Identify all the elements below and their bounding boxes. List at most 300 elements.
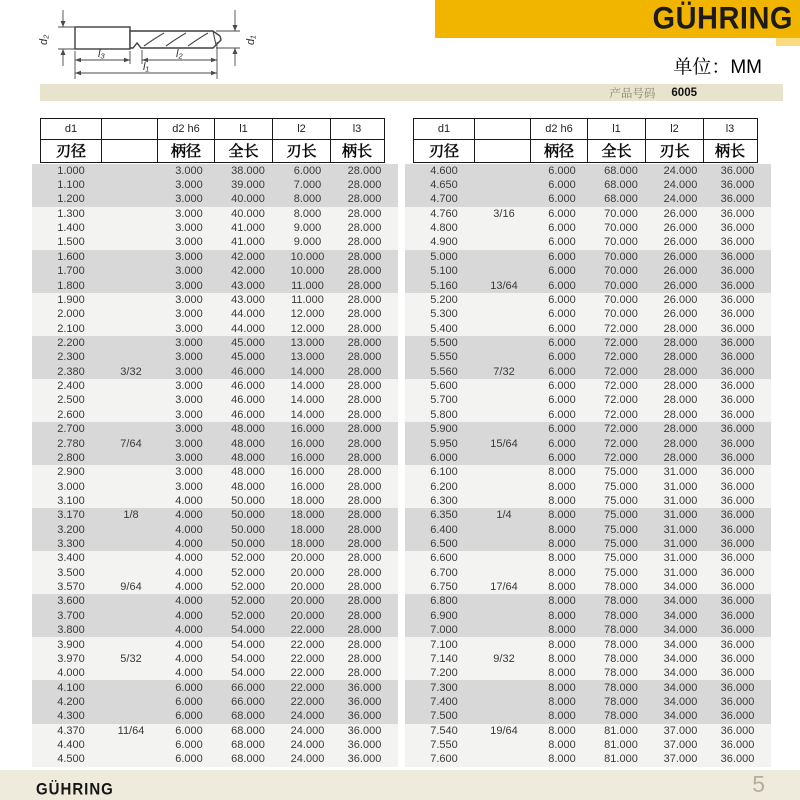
header-row-chinese <box>40 140 392 163</box>
table-header-right <box>413 118 765 163</box>
table-cell: 18.000 <box>290 494 325 507</box>
table-cell: 8.000 <box>548 609 576 622</box>
table-cell: 8.000 <box>548 494 576 507</box>
table-row <box>32 278 398 292</box>
table-cell: 8.000 <box>548 523 576 536</box>
table-row <box>405 307 771 321</box>
table-cell: 6.000 <box>548 279 576 292</box>
table-cell: 36.000 <box>720 279 755 292</box>
table-cell: 34.000 <box>663 652 698 665</box>
table-row <box>32 580 398 594</box>
table-row <box>32 164 398 178</box>
table-cell: 2.000 <box>57 308 85 321</box>
table-cell: 8.000 <box>548 509 576 522</box>
drill-diagram <box>30 2 270 86</box>
table-cell: 36.000 <box>720 581 755 594</box>
table-cell: 28.000 <box>347 336 382 349</box>
table-cell: 68.000 <box>604 164 638 177</box>
table-cell: 3.000 <box>175 250 203 263</box>
table-row <box>405 695 771 709</box>
table-cell: 72.000 <box>604 322 638 335</box>
table-cell: 5.550 <box>430 351 458 364</box>
table-cell: 36.000 <box>720 523 755 536</box>
table-cell: 7.200 <box>430 667 458 680</box>
table-cell: 36.000 <box>720 437 755 450</box>
table-cell: 54.000 <box>231 667 265 680</box>
table-cell: 72.000 <box>604 365 638 378</box>
table-cell: 36.000 <box>347 753 382 766</box>
table-cell: 36.000 <box>720 724 755 737</box>
table-cell: 16.000 <box>290 480 325 493</box>
table-cell: 28.000 <box>347 437 382 450</box>
table-cell: 8.000 <box>548 624 576 637</box>
table-cell: 36.000 <box>720 552 755 565</box>
table-row <box>405 408 771 422</box>
table-cell: 8.000 <box>548 681 576 694</box>
table-cell: 3.000 <box>175 236 203 249</box>
table-cell: 5.950 <box>430 437 458 450</box>
header-cell: l1 <box>587 118 647 140</box>
table-cell: 5.300 <box>430 308 458 321</box>
table-cell: 6.000 <box>175 681 203 694</box>
table-cell: 3.000 <box>175 351 203 364</box>
table-cell: 26.000 <box>663 236 698 249</box>
table-cell: 3.000 <box>175 193 203 206</box>
table-cell: 3.570 <box>57 581 85 594</box>
table-body-right <box>405 164 771 767</box>
table-cell: 44.000 <box>231 308 265 321</box>
header-cell: l3 <box>703 118 758 140</box>
table-cell: 70.000 <box>604 207 638 220</box>
table-cell: 48.000 <box>231 437 265 450</box>
table-cell: 6.750 <box>430 581 458 594</box>
table-cell: 11.000 <box>291 279 324 292</box>
table-cell: 36.000 <box>720 423 755 436</box>
table-cell: 28.000 <box>663 423 698 436</box>
table-cell: 14.000 <box>290 365 325 378</box>
table-cell: 20.000 <box>290 566 325 579</box>
table-cell: 66.000 <box>231 695 265 708</box>
table-cell: 28.000 <box>663 365 698 378</box>
table-cell: 4.000 <box>175 581 203 594</box>
table-cell: 75.000 <box>604 494 638 507</box>
table-cell: 1.400 <box>57 222 85 235</box>
table-cell: 8.000 <box>548 667 576 680</box>
table-cell: 8.000 <box>548 739 576 752</box>
table-cell: 3.000 <box>57 480 85 493</box>
table-cell: 8.000 <box>548 538 576 551</box>
header-cell <box>474 139 532 163</box>
table-cell: 36.000 <box>720 179 755 192</box>
table-cell: 34.000 <box>663 681 698 694</box>
table-cell: 28.000 <box>347 652 382 665</box>
table-row <box>405 250 771 264</box>
dim-label-l1: l₁ <box>143 61 149 73</box>
table-body-left <box>32 164 398 767</box>
table-header-left <box>40 118 392 163</box>
table-cell: 18.000 <box>290 538 325 551</box>
table-cell: 20.000 <box>290 609 325 622</box>
table-cell: 28.000 <box>347 236 382 249</box>
table-cell: 3.400 <box>57 552 85 565</box>
table-cell: 4.000 <box>175 595 203 608</box>
table-cell: 7.500 <box>430 710 458 723</box>
table-row <box>405 293 771 307</box>
table-cell: 70.000 <box>604 250 638 263</box>
table-cell: 1.200 <box>57 193 85 206</box>
table-cell: 72.000 <box>604 380 638 393</box>
table-cell: 78.000 <box>604 652 638 665</box>
table-cell: 28.000 <box>347 365 382 378</box>
table-cell: 28.000 <box>347 552 382 565</box>
table-cell: 3.200 <box>57 523 85 536</box>
product-number-label: 产品号码 <box>609 87 656 100</box>
table-cell: 4.000 <box>175 538 203 551</box>
table-cell: 22.000 <box>290 681 325 694</box>
table-cell: 24.000 <box>663 179 698 192</box>
table-row <box>32 264 398 278</box>
table-cell: 36.000 <box>720 667 755 680</box>
table-cell: 2.300 <box>57 351 85 364</box>
table-row <box>32 365 398 379</box>
table-row <box>405 738 771 752</box>
table-cell: 6.800 <box>430 595 458 608</box>
table-cell: 20.000 <box>290 595 325 608</box>
table-cell: 2.200 <box>57 336 85 349</box>
table-cell: 28.000 <box>347 538 382 551</box>
table-cell: 8.000 <box>548 595 576 608</box>
table-cell: 16.000 <box>290 466 325 479</box>
table-cell: 6.400 <box>430 523 458 536</box>
table-cell: 5.700 <box>430 394 458 407</box>
table-cell: 68.000 <box>231 739 265 752</box>
table-cell: 75.000 <box>604 552 638 565</box>
table-cell: 78.000 <box>604 638 638 651</box>
table-cell: 75.000 <box>604 466 638 479</box>
table-row <box>32 451 398 465</box>
table-cell: 8.000 <box>548 566 576 579</box>
table-cell: 36.000 <box>720 624 755 637</box>
table-cell: 4.000 <box>175 609 203 622</box>
table-cell: 41.000 <box>231 222 265 235</box>
table-cell: 28.000 <box>347 581 382 594</box>
table-row <box>405 508 771 522</box>
table-row <box>32 250 398 264</box>
table-cell: 4.000 <box>57 667 85 680</box>
table-cell: 20.000 <box>290 581 325 594</box>
table-row <box>32 537 398 551</box>
table-cell: 36.000 <box>720 265 755 278</box>
table-cell: 6.000 <box>175 724 203 737</box>
table-cell: 6.000 <box>548 437 576 450</box>
table-cell: 12.000 <box>290 308 325 321</box>
table-row <box>32 738 398 752</box>
table-cell: 13/64 <box>490 279 518 292</box>
table-cell: 18.000 <box>290 509 325 522</box>
table-cell: 28.000 <box>347 494 382 507</box>
table-cell: 70.000 <box>604 222 638 235</box>
table-row <box>405 680 771 694</box>
table-row <box>405 422 771 436</box>
table-row <box>405 623 771 637</box>
table-cell: 3.700 <box>57 609 85 622</box>
table-row <box>405 551 771 565</box>
table-cell: 36.000 <box>347 681 382 694</box>
table-cell: 68.000 <box>231 724 265 737</box>
table-row <box>32 666 398 680</box>
table-cell: 1.700 <box>57 265 85 278</box>
table-cell: 28.000 <box>663 437 698 450</box>
table-cell: 28.000 <box>347 380 382 393</box>
table-cell: 24.000 <box>290 739 325 752</box>
table-cell: 3/32 <box>120 365 142 378</box>
header-cell: l2 <box>645 118 704 140</box>
table-cell: 36.000 <box>720 380 755 393</box>
table-cell: 4.000 <box>175 523 203 536</box>
table-cell: 3.600 <box>57 595 85 608</box>
table-cell: 11.000 <box>291 293 324 306</box>
table-row <box>32 235 398 249</box>
table-cell: 81.000 <box>604 753 638 766</box>
table-cell: 36.000 <box>720 695 755 708</box>
d2-extension-lines <box>58 27 77 49</box>
table-row <box>405 164 771 178</box>
table-cell: 13.000 <box>290 351 325 364</box>
table-cell: 3.970 <box>57 652 85 665</box>
table-cell: 75.000 <box>604 480 638 493</box>
header-row-symbols <box>40 118 392 140</box>
header-cell: 柄长 <box>703 139 758 163</box>
table-cell: 36.000 <box>720 365 755 378</box>
table-row <box>32 609 398 623</box>
table-row <box>32 522 398 536</box>
table-cell: 8.000 <box>548 710 576 723</box>
header-cell: l1 <box>214 118 274 140</box>
table-cell: 78.000 <box>604 624 638 637</box>
table-cell: 28.000 <box>347 566 382 579</box>
table-cell: 28.000 <box>663 408 698 421</box>
table-cell: 6.300 <box>430 494 458 507</box>
table-cell: 46.000 <box>231 408 265 421</box>
table-cell: 78.000 <box>604 695 638 708</box>
table-cell: 37.000 <box>663 753 698 766</box>
table-cell: 14.000 <box>290 408 325 421</box>
table-cell: 72.000 <box>604 451 638 464</box>
table-cell: 28.000 <box>347 351 382 364</box>
table-cell: 8.000 <box>548 695 576 708</box>
table-cell: 6.000 <box>548 365 576 378</box>
header-cell: 刃径 <box>40 139 102 163</box>
table-cell: 52.000 <box>231 581 265 594</box>
table-cell: 7.140 <box>430 652 458 665</box>
table-cell: 3.000 <box>175 179 203 192</box>
table-row <box>405 479 771 493</box>
table-cell: 42.000 <box>231 265 265 278</box>
table-cell: 16.000 <box>290 451 325 464</box>
table-row <box>32 551 398 565</box>
table-cell: 16.000 <box>290 437 325 450</box>
table-cell: 4.000 <box>175 552 203 565</box>
table-row <box>405 350 771 364</box>
table-cell: 28.000 <box>347 638 382 651</box>
table-cell: 3/16 <box>493 207 515 220</box>
table-cell: 3.000 <box>175 408 203 421</box>
dim-label-l2: l₂ <box>176 48 183 60</box>
table-cell: 28.000 <box>347 523 382 536</box>
table-cell: 36.000 <box>720 681 755 694</box>
table-cell: 28.000 <box>347 423 382 436</box>
table-row <box>405 264 771 278</box>
table-cell: 78.000 <box>604 609 638 622</box>
unit-label: 单位：MM <box>673 57 762 78</box>
table-cell: 75.000 <box>604 509 638 522</box>
table-cell: 3.000 <box>175 164 203 177</box>
table-row <box>32 695 398 709</box>
table-cell: 1.100 <box>57 179 85 192</box>
table-cell: 28.000 <box>347 164 382 177</box>
table-cell: 48.000 <box>231 423 265 436</box>
table-cell: 24.000 <box>290 710 325 723</box>
table-cell: 9.000 <box>293 222 322 235</box>
table-cell: 28.000 <box>347 250 382 263</box>
table-cell: 6.000 <box>548 380 576 393</box>
table-cell: 1.300 <box>57 207 85 220</box>
table-cell: 28.000 <box>347 624 382 637</box>
product-number-value: 6005 <box>671 86 697 99</box>
table-cell: 17/64 <box>490 581 518 594</box>
table-row <box>32 221 398 235</box>
table-row <box>32 436 398 450</box>
table-cell: 7.100 <box>430 638 458 651</box>
table-cell: 3.000 <box>175 365 203 378</box>
header-cell: 刃长 <box>272 139 331 163</box>
table-cell: 3.000 <box>175 322 203 335</box>
table-cell: 6.000 <box>548 193 576 206</box>
table-cell: 36.000 <box>720 236 755 249</box>
table-cell: 3.800 <box>57 624 85 637</box>
footer-band <box>0 770 800 800</box>
table-cell: 4.400 <box>57 739 85 752</box>
table-cell: 72.000 <box>604 408 638 421</box>
table-cell: 5.160 <box>430 279 458 292</box>
table-cell: 28.000 <box>347 193 382 206</box>
table-cell: 36.000 <box>720 207 755 220</box>
dim-label-l3: l₃ <box>98 48 105 60</box>
table-cell: 6.000 <box>548 293 576 306</box>
table-row <box>405 278 771 292</box>
table-cell: 4.100 <box>57 681 85 694</box>
table-cell: 28.000 <box>347 265 382 278</box>
table-cell: 3.000 <box>175 207 203 220</box>
table-cell: 28.000 <box>347 408 382 421</box>
table-cell: 52.000 <box>231 609 265 622</box>
table-cell: 6.000 <box>548 179 576 192</box>
table-row <box>405 178 771 192</box>
table-cell: 31.000 <box>663 523 698 536</box>
banner-edge-tab <box>776 38 800 46</box>
table-cell: 6.100 <box>430 466 458 479</box>
table-cell: 6.000 <box>548 236 576 249</box>
table-cell: 54.000 <box>231 652 265 665</box>
table-row <box>32 408 398 422</box>
table-cell: 6.900 <box>430 609 458 622</box>
table-cell: 6.000 <box>548 308 576 321</box>
table-cell: 48.000 <box>231 480 265 493</box>
table-cell: 6.000 <box>548 351 576 364</box>
table-cell: 48.000 <box>231 466 265 479</box>
table-row <box>405 207 771 221</box>
table-cell: 5/32 <box>120 652 142 665</box>
table-row <box>405 393 771 407</box>
table-cell: 31.000 <box>663 538 698 551</box>
table-cell: 9.000 <box>293 236 322 249</box>
header-cell: 柄径 <box>157 139 215 163</box>
table-cell: 31.000 <box>663 552 698 565</box>
table-cell: 5.200 <box>430 293 458 306</box>
table-cell: 11/64 <box>117 724 145 737</box>
table-cell: 4.000 <box>175 566 203 579</box>
table-row <box>405 666 771 680</box>
table-cell: 52.000 <box>231 595 265 608</box>
table-cell: 36.000 <box>720 509 755 522</box>
table-cell: 54.000 <box>231 638 265 651</box>
table-cell: 3.000 <box>175 293 203 306</box>
table-cell: 1/8 <box>123 509 139 522</box>
table-cell: 36.000 <box>720 466 755 479</box>
table-cell: 3.000 <box>175 222 203 235</box>
table-row <box>405 336 771 350</box>
table-cell: 2.700 <box>57 423 85 436</box>
table-row <box>32 350 398 364</box>
table-cell: 3.000 <box>175 279 203 292</box>
table-row <box>405 436 771 450</box>
table-row <box>405 609 771 623</box>
table-cell: 6.000 <box>548 408 576 421</box>
table-cell: 2.780 <box>57 437 85 450</box>
table-cell: 22.000 <box>290 624 325 637</box>
table-cell: 37.000 <box>663 739 698 752</box>
table-cell: 45.000 <box>231 336 265 349</box>
table-cell: 10.000 <box>290 265 325 278</box>
table-row <box>32 207 398 221</box>
header-cell: 刃径 <box>413 139 475 163</box>
table-cell: 22.000 <box>290 638 325 651</box>
table-cell: 7.540 <box>430 724 458 737</box>
table-cell: 6.000 <box>175 695 203 708</box>
table-row <box>405 752 771 766</box>
table-row <box>32 724 398 738</box>
table-cell: 7.550 <box>430 739 458 752</box>
table-cell: 8.000 <box>548 638 576 651</box>
table-cell: 8.000 <box>548 466 576 479</box>
table-cell: 14.000 <box>290 394 325 407</box>
table-cell: 72.000 <box>604 336 638 349</box>
table-cell: 31.000 <box>663 480 698 493</box>
table-cell: 36.000 <box>720 480 755 493</box>
table-row <box>32 566 398 580</box>
table-cell: 75.000 <box>604 523 638 536</box>
table-cell: 4.000 <box>175 652 203 665</box>
table-cell: 45.000 <box>231 351 265 364</box>
table-cell: 39.000 <box>231 179 265 192</box>
table-cell: 28.000 <box>347 322 382 335</box>
table-cell: 1.000 <box>57 164 85 177</box>
table-cell: 34.000 <box>663 710 698 723</box>
table-cell: 78.000 <box>604 681 638 694</box>
dim-label-d1: d₁ <box>245 35 257 45</box>
header-cell: d2 h6 <box>157 118 215 140</box>
table-cell: 8.000 <box>548 480 576 493</box>
